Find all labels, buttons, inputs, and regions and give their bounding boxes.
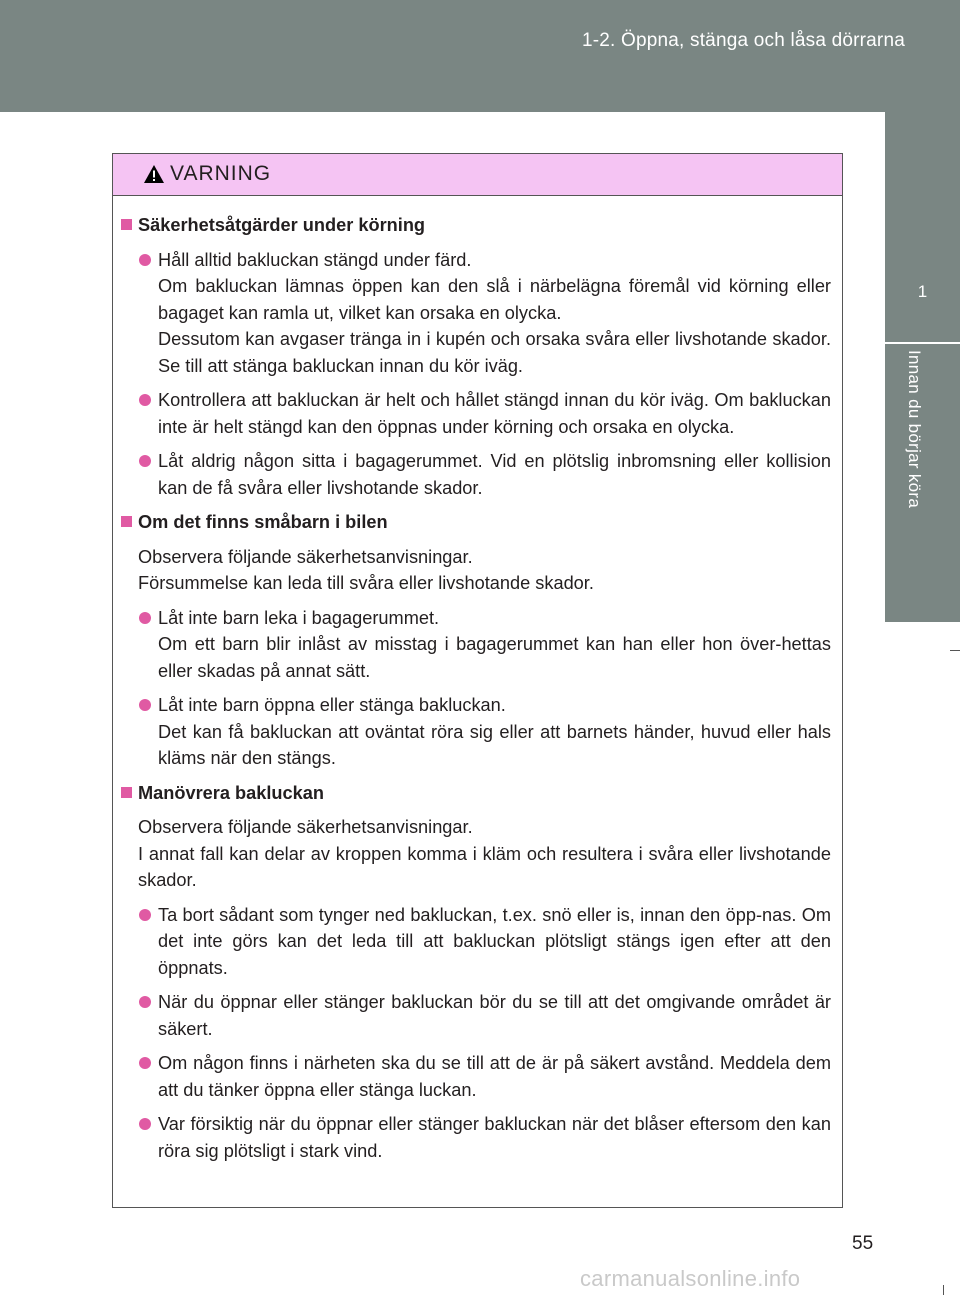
warning-title: VARNING <box>170 162 272 185</box>
intro-paragraph: Försummelse kan leda till svåra eller livshotande skador. <box>138 573 594 593</box>
chapter-number: 1 <box>917 282 928 301</box>
section-heading-text: Manövrera bakluckan <box>138 782 324 803</box>
watermark: carmanualsonline.info <box>580 1266 801 1291</box>
bullet-paragraph: När du öppnar eller stänger bakluckan bör du se till att det omgivande området är säkert. <box>158 992 831 1039</box>
circle-bullet-icon <box>139 996 151 1008</box>
square-bullet-icon <box>121 516 132 527</box>
bullet-paragraph: Dessutom kan avgaser tränga in i kupén och orsaka svåra eller livshotande skador. Se till att stänga bakluckan innan du kör iväg. <box>158 329 831 376</box>
header-bar <box>0 0 960 112</box>
bullet-paragraph: Om någon finns i närheten ska du se till att de är på säkert avstånd. Meddela dem att du tänker öppna eller stänga luckan. <box>158 1053 831 1100</box>
section-title: 1-2. Öppna, stänga och låsa dörrarna <box>581 30 905 51</box>
square-bullet-icon <box>121 219 132 230</box>
page-number: 55 <box>852 1233 874 1254</box>
bullet-paragraph: Låt aldrig någon sitta i bagagerummet. Vid en plötslig inbromsning eller kollision kan de få svåra eller livshotande skador. <box>158 451 831 498</box>
circle-bullet-icon <box>139 254 151 266</box>
intro-paragraph: Observera följande säkerhetsanvisningar. <box>138 817 473 837</box>
bullet-item <box>121 989 831 1042</box>
warning-header <box>113 154 842 196</box>
square-bullet-icon <box>121 787 132 798</box>
intro-paragraph: I annat fall kan delar av kroppen komma i kläm och resultera i svåra eller livshotande skador. <box>138 843 831 890</box>
section-heading <box>121 509 831 536</box>
bullet-item <box>121 605 831 685</box>
crop-mark <box>943 1285 944 1295</box>
section-heading-text: Om det finns småbarn i bilen <box>138 512 388 532</box>
circle-bullet-icon <box>139 455 151 467</box>
bullet-paragraph: Håll alltid bakluckan stängd under färd. <box>158 249 472 270</box>
bullet-paragraph: Låt inte barn leka i bagagerummet. <box>158 607 440 628</box>
crop-mark <box>950 650 960 651</box>
circle-bullet-icon <box>139 1118 151 1130</box>
side-tab-divider <box>885 342 960 344</box>
bullet-item <box>121 1050 831 1103</box>
bullet-paragraph: Låt inte barn öppna eller stänga bakluckan. <box>158 695 506 715</box>
circle-bullet-icon <box>139 909 151 921</box>
section-heading <box>121 780 831 807</box>
bullet-paragraph: Ta bort sådant som tynger ned bakluckan, t.ex. snö eller is, innan den öpp-nas. Om det inte görs kan det leda till att bakluckan plötsligt stängs igen efter att den öppnats. <box>158 904 831 978</box>
bullet-item <box>121 1111 831 1164</box>
warning-triangle-icon <box>143 164 165 184</box>
bullet-item <box>121 902 831 982</box>
bullet-item <box>121 247 831 380</box>
warning-body <box>113 196 842 1164</box>
intro-paragraph: Observera följande säkerhetsanvisningar. <box>138 546 473 567</box>
bullet-item <box>121 387 831 440</box>
circle-bullet-icon <box>139 612 151 624</box>
bullet-paragraph: Om ett barn blir inlåst av misstag i bagagerummet kan han eller hon över-hettas eller skadas på annat sätt. <box>158 634 831 681</box>
bullet-paragraph: Det kan få bakluckan att oväntat röra sig eller att barnets händer, huvud eller hals kläms när den stängs. <box>158 721 831 768</box>
bullet-paragraph: Var försiktig när du öppnar eller stänger bakluckan när det blåser eftersom den kan röra sig plötsligt i stark vind. <box>158 1114 831 1161</box>
bullet-item <box>121 692 831 772</box>
bullet-paragraph: Om bakluckan lämnas öppen kan den slå i närbelägna föremål vid körning eller bagaget kan ramla ut, vilket kan orsaka en olycka. <box>158 276 831 323</box>
circle-bullet-icon <box>139 699 151 711</box>
circle-bullet-icon <box>139 1057 151 1069</box>
warning-box <box>112 153 843 1208</box>
bullet-paragraph: Kontrollera att bakluckan är helt och hållet stängd innan du kör iväg. Om bakluckan inte är helt stängd kan den öppnas under körning och orsaka en olycka. <box>158 390 831 437</box>
bullet-item <box>121 448 831 501</box>
section-heading <box>121 212 831 239</box>
section-intro <box>121 814 831 894</box>
chapter-title: Innan du börjar köra <box>905 350 924 509</box>
section-heading-text: Säkerhetsåtgärder under körning <box>138 215 426 235</box>
circle-bullet-icon <box>139 394 151 406</box>
section-intro <box>121 544 831 597</box>
